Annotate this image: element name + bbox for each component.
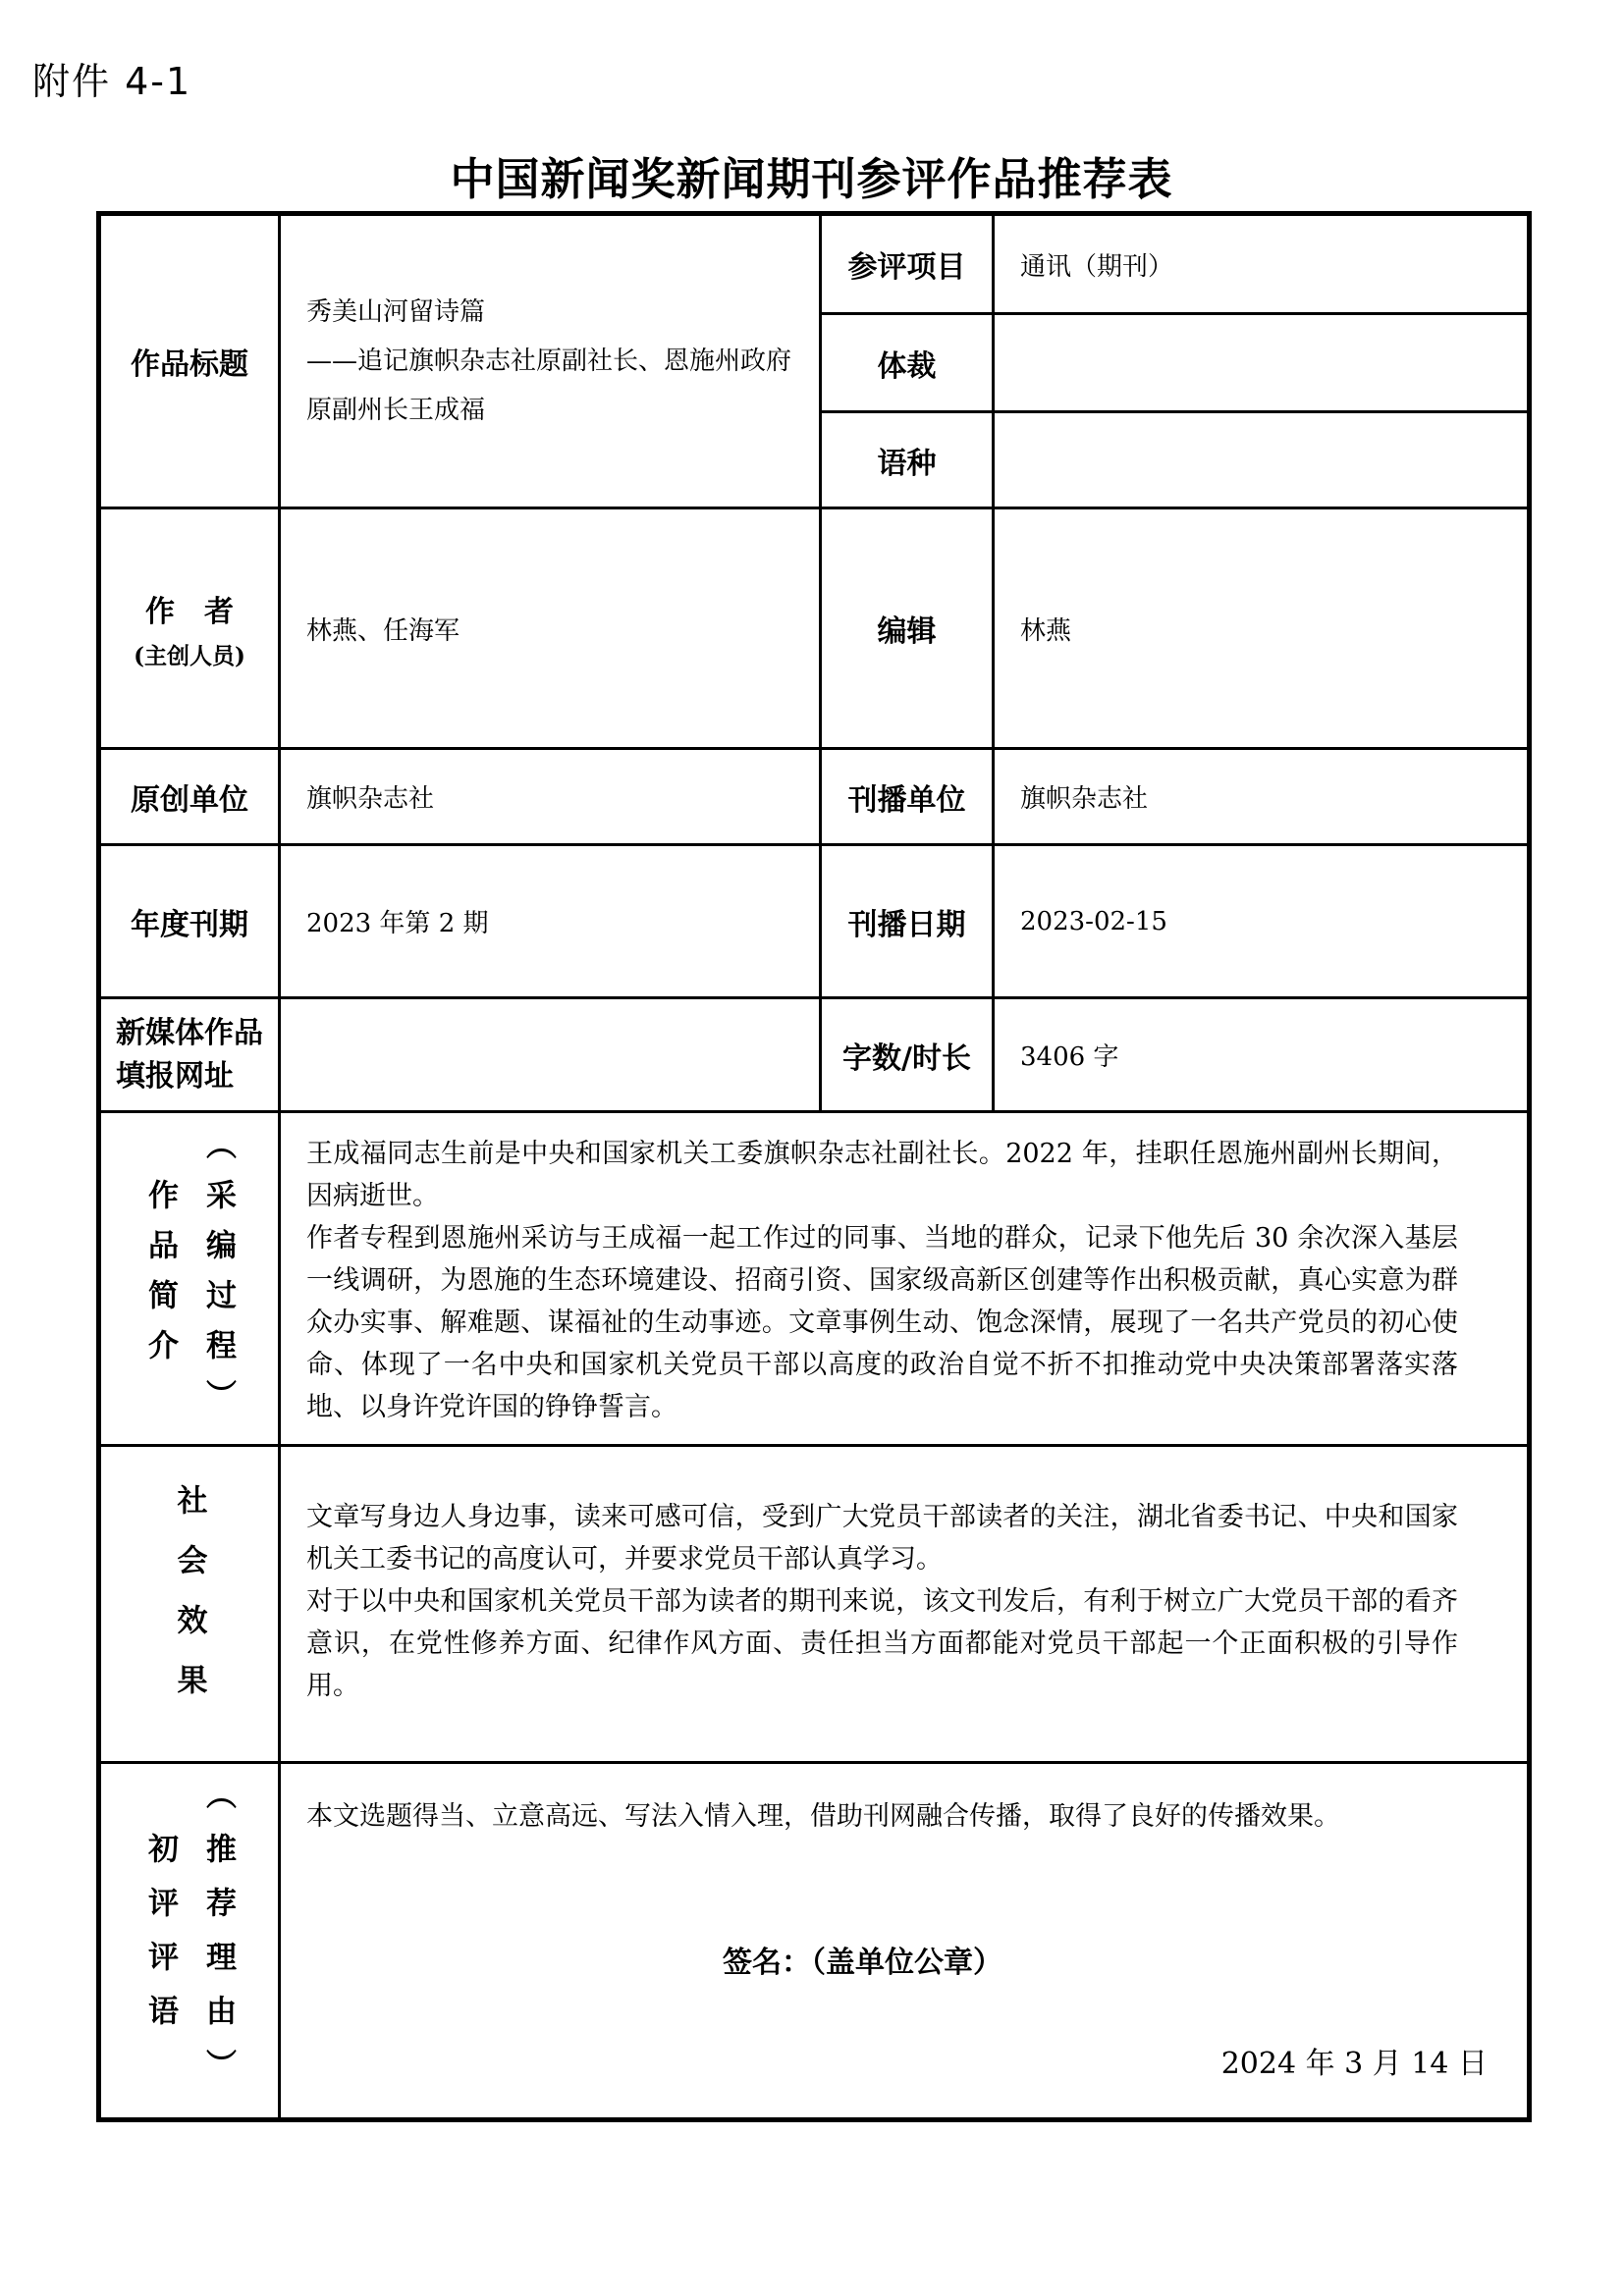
work-intro-label-col1: 作品简介 (142, 1178, 178, 1379)
work-intro-label-cell (99, 1112, 280, 1446)
work-intro-content (280, 1112, 1530, 1446)
row-social-effect (99, 1446, 1530, 1763)
social-effect-para1: 文章写身边人身边事，读来可感可信，受到广大党员干部读者的关注，湖北省委书记、中央和国家机关工委书记的高度认可，并要求党员干部认真学习。 (306, 1502, 1458, 1575)
signature-line: 签名：（盖单位公章） (723, 1946, 1002, 1980)
row-new-media (99, 998, 1530, 1112)
social-effect-label: 社会效果 (171, 1484, 207, 1724)
editor-label: 编辑 (821, 508, 994, 749)
attachment-label: 附件 4-1 (32, 60, 192, 103)
recommendation-text: 本文选题得当、立意高远、写法入情入理，借助刊网融合传播，取得了良好的传播效果。 (306, 1801, 1340, 1832)
author-value: 林燕、任海军 (280, 508, 821, 749)
recommendation-label-col2: （推荐理由） (200, 1779, 236, 2103)
date-line: 2024 年 3 月 14 日 (1220, 2047, 1488, 2081)
work-intro-para2: 作者专程到恩施州采访与王成福一起工作过的同事、当地的群众，记录下他先后 30 余次深入基层一线调研，为恩施的生态环境建设、招商引资、国家级高新区创建等作出积极贡献，真心实意为群众办实事、解难题、谋福祉的生动事迹。文章事例生动、饱念深情，展现了一名共产党员的初心使命、体现了一名中央和国家机关党员干部以高度的政治自觉不折不扣推动党中央决策部署落实落地、以身许党许国的铮铮誓言。 (306, 1223, 1458, 1422)
recommendation-label-col1: 初评评语 (142, 1833, 178, 2049)
row-recommendation (99, 1763, 1530, 2120)
new-media-label-cell (99, 998, 280, 1112)
social-effect-label-cell (99, 1446, 280, 1763)
work-title-value (280, 214, 821, 508)
row-original-unit (99, 749, 1530, 845)
row-year-issue (99, 845, 1530, 998)
year-issue-label: 年度刊期 (99, 845, 280, 998)
editor-value: 林燕 (994, 508, 1530, 749)
work-intro-label-col2: （采编过程） (200, 1128, 236, 1429)
work-title-label: 作品标题 (99, 214, 280, 508)
recommendation-form-table (96, 211, 1532, 2122)
entry-category-label: 参评项目 (821, 214, 994, 314)
genre-label: 体裁 (821, 314, 994, 412)
publish-unit-label: 刊播单位 (821, 749, 994, 845)
work-intro-para1: 王成福同志生前是中央和国家机关工委旗帜杂志社副社长。2022 年，挂职任恩施州副州长期间，因病逝世。 (306, 1139, 1458, 1211)
word-count-label: 字数/时长 (821, 998, 994, 1112)
year-issue-value: 2023 年第 2 期 (280, 845, 821, 998)
new-media-label-line2: 填报网址 (116, 1058, 234, 1094)
work-title-line2: ——追记旗帜杂志社原副社长、恩施州政府原副州长王成福 (306, 347, 792, 425)
page-title: 中国新闻奖新闻期刊参评作品推荐表 (450, 153, 1173, 205)
recommendation-label-cell (99, 1763, 280, 2120)
author-label: 作 者 (145, 594, 234, 629)
author-sublabel: (主创人员) (134, 642, 245, 669)
work-title-line1: 秀美山河留诗篇 (306, 297, 486, 327)
new-media-label-line1: 新媒体作品 (116, 1015, 263, 1050)
entry-category-value: 通讯（期刊） (994, 214, 1530, 314)
social-effect-content (280, 1446, 1530, 1763)
language-value (994, 412, 1530, 508)
recommendation-content (280, 1763, 1530, 2120)
publish-unit-value: 旗帜杂志社 (994, 749, 1530, 845)
author-label-cell (99, 508, 280, 749)
row-author (99, 508, 1530, 749)
word-count-value: 3406 字 (994, 998, 1530, 1112)
genre-value (994, 314, 1530, 412)
new-media-label (116, 1012, 263, 1098)
row-work-intro (99, 1112, 1530, 1446)
language-label: 语种 (821, 412, 994, 508)
social-effect-para2: 对于以中央和国家机关党员干部为读者的期刊来说，该文刊发后，有利于树立广大党员干部的看齐意识，在党性修养方面、纪律作风方面、责任担当方面都能对党员干部起一个正面积极的引导作用。 (306, 1586, 1458, 1701)
publish-date-label: 刊播日期 (821, 845, 994, 998)
new-media-value (280, 998, 821, 1112)
publish-date-value: 2023-02-15 (994, 845, 1530, 998)
original-unit-value: 旗帜杂志社 (280, 749, 821, 845)
original-unit-label: 原创单位 (99, 749, 280, 845)
row-work-title (99, 214, 1530, 314)
